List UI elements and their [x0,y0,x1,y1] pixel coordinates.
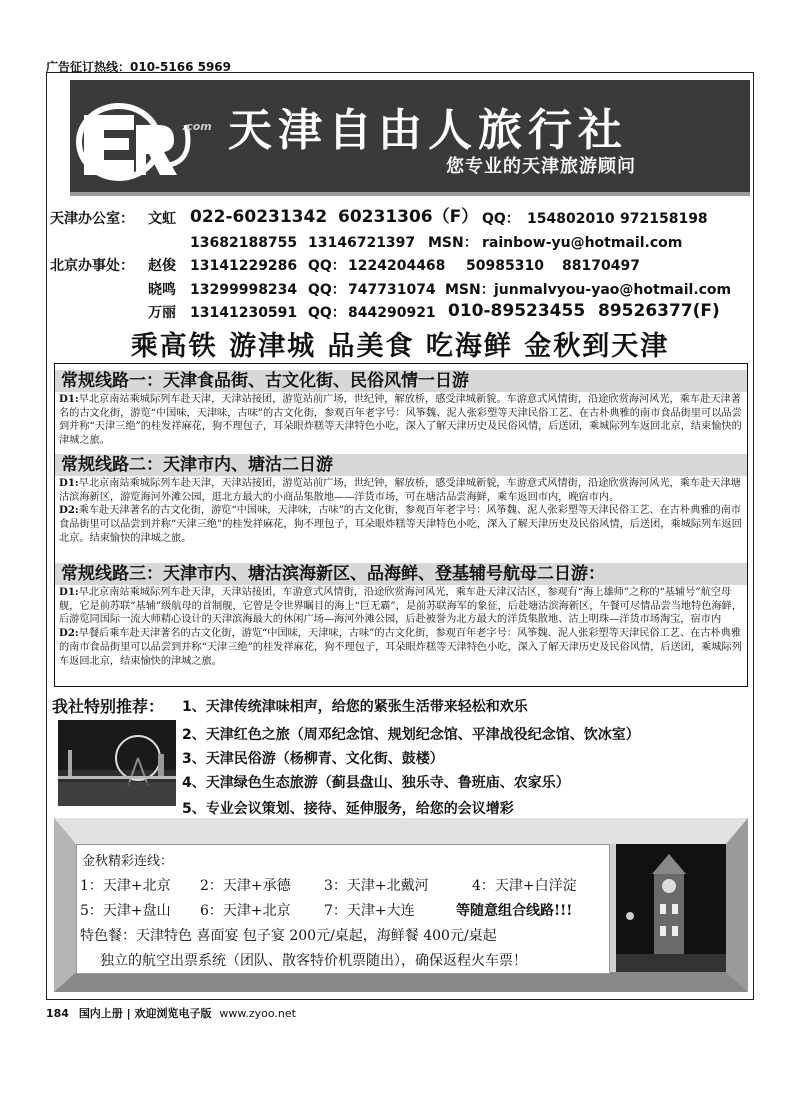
agency-logo-icon [74,90,224,190]
day-text: 早北京南站乘城际列车赴天津，天津站接团，游览站前广场，世纪钟，解放桥，感受津城新貌。车游意式风情街，沿途欣赏海河风光，乘车赴天津著名的古文化街，游览“中国味，天津味，古味”的古文化街，参观百年老字号：风筝魏、泥人张彩塑等天津民俗工艺、在古朴典雅的南市食品街里可以品尝到并称“天津三绝”的桂发祥麻花，狗不理包子，耳朵眼炸糕等天津特色小吃，深入了解天津历史及民俗风情，后送团，乘城际列车返回北京，结束愉快的津城之旅。 [59,394,742,447]
contact-row [50,279,750,303]
bj-p2-msn-label: MSN： [445,281,495,298]
route-title: 常规线路一：天津食品街、古文化街、民俗风情一日游 [55,370,747,392]
agency-name: 天津自由人旅行社 [228,105,628,156]
day-text: 早餐后乘车赴天津著名的古文化街，游览“中国味，天津味，古味”的古文化街，参观百年老字号：风筝魏、泥人张彩塑等天津民俗工艺、在古朴典雅的南市食品街里可以品尝到并称“天津三绝”的桂发祥麻花，狗不理包子，耳朵眼炸糕等天津特色小吃，深入了解天津历史及民俗风情，后送团，乘城际列车返回北京，结束愉快的津城之旅。 [59,628,742,667]
day-text: 早北京南站乘城际列车赴天津，天津站接团，车游意式风情街，沿途欣赏海河风光，乘车赴天津汉沽区，参观有“海上雄师”之称的“基辅号”航空母舰，它是前苏联“基辅”级航母的首制舰，它曾是令世界瞩目的海上“巨无霸”，是前苏联海军的象征，后赴塘沽滨海新区，午餐可尽情品尝当地特色海鲜，后游览同国际一流大师精心设计的天津滨海最大的休闲广场—海河外滩公园，后赴被誉为北方最大的洋货集散地、沽上明珠—洋货市场淘宝，宿市内 [59,587,743,626]
promo-headline: 乘高铁 游津城 品美食 吃海鲜 金秋到天津 [130,331,670,362]
contact-row [50,255,750,279]
routes-box [54,363,748,687]
footer-slogan: 欢迎浏览电子版 [134,1007,212,1020]
recommend-item: 2、天津红色之旅（周邓纪念馆、规划纪念馆、平津战役纪念馆、饮冰室） [182,727,640,743]
day-label: D2: [59,627,79,640]
route-day [59,504,743,545]
banner-strip [70,192,750,196]
bj-p1-mobile: 13141229286 [190,258,298,274]
route-title: 常规线路二：天津市内、塘沽二日游 [55,454,747,476]
golden-route: 4：天津+白洋淀 [472,878,577,894]
bj-office-label: 北京办事处： [50,258,134,274]
tj-qq1: 154802010 [527,211,615,227]
route-text [59,477,743,546]
ferris-wheel-photo [58,720,176,806]
contact-block [50,208,750,326]
tj-qq2: 972158198 [620,211,708,227]
bj-person2: 晓鸣 [148,281,176,298]
agency-slogan: 您专业的天津旅游顾问 [446,156,636,177]
footer-divider: | [126,1007,135,1020]
bj-p2-mobile: 13299998234 [190,281,298,298]
tj-msn: rainbow-yu@hotmail.com [482,234,683,251]
golden-route: 5：天津+盘山 [80,903,171,919]
day-label: D1: [59,586,79,598]
bj-p1-qq3: 88170497 [562,258,640,274]
recommend-item: 1、天津传统津味相声，给您的紧张生活带来轻松和欢乐 [182,699,528,715]
day-label: D1: [59,393,79,405]
route-day [59,477,743,504]
tj-office-label: 天津办公室： [50,211,134,227]
page-footer [46,1005,296,1021]
golden-route: 6：天津+北京 [200,903,291,919]
tj-qq-label: QQ： [482,211,520,227]
logo-dotcom: .com [182,120,212,133]
recommend-item: 3、天津民俗游（杨柳青、文化街、鼓楼） [182,751,444,767]
bj-p1-qq1: 1224204468 [348,258,446,274]
bj-person3: 万丽 [148,305,176,321]
golden-route: 3：天津+北戴河 [324,878,429,894]
contact-row [50,302,750,326]
tj-mobile2: 13146721397 [308,234,416,251]
ad-hotline: 广告征订热线：010-5166 5969 [46,60,232,74]
recommend-item: 4、天津绿色生态旅游（蓟县盘山、独乐寺、鲁班庙、农家乐） [182,775,570,791]
route-day [59,586,743,627]
page-number: 184 [46,1007,69,1020]
golden-route: 1：天津+北京 [80,878,171,894]
day-text: 乘车赴天津著名的古文化街，游览“中国味，天津味，古味”的古文化街，参观百年老字号：风筝魏、泥人张彩塑等天津民俗工艺、在古朴典雅的南市食品街里可以品尝到并称“天津三绝”的桂发祥麻花，狗不理包子，耳朵眼炸糕等天津特色小吃，深入了解天津历史及民俗风情，后送团，乘城际列车返回北京。结束愉快的津城之旅。 [59,505,742,544]
tj-phone2: 60231306（F） [338,207,479,227]
footer-site-link[interactable]: www.zyoo.net [219,1007,296,1020]
golden-meals: 特色餐：天津特色 喜面宴 包子宴 200元/桌起，海鲜餐 400元/桌起 [80,928,497,944]
tj-mobile1: 13682188755 [190,234,298,251]
bj-p3-mobile: 13141230591 [190,305,298,321]
bj-p2-qq-label: QQ： [308,281,346,298]
bj-p2-qq: 747731074 [348,281,436,298]
bj-p3-qq-label: QQ： [308,305,346,321]
tj-phone1: 022-60231342 [190,207,328,227]
golden-title: 金秋精彩连线： [82,854,174,869]
golden-ticket: 独立的航空出票系统（团队、散客特价机票随出），确保返程火车票！ [100,953,527,969]
day-label: D1: [59,477,79,489]
footer-section: 国内上册 [78,1007,123,1020]
route-title: 常规线路三：天津市内、塘沽滨海新区、品海鲜、登基辅号航母二日游： [55,563,747,585]
bj-p1-qq2: 50985310 [466,258,544,274]
route-text [59,586,743,668]
bj-p1-qq-label: QQ： [308,258,346,274]
bj-p3-phone1: 010-89523455 [448,301,586,321]
bj-p3-qq: 844290921 [348,305,436,321]
day-label: D2: [59,504,79,517]
bj-p3-phone2: 89526377(F) [598,301,720,321]
tj-msn-label: MSN： [428,234,478,251]
golden-combo-note: 等随意组合线路!!! [456,903,573,919]
contact-row [50,208,750,232]
tj-person: 文虹 [148,211,176,227]
route-day [59,393,743,448]
recommend-item: 5、专业会议策划、接待、延伸服务，给您的会议增彩 [182,801,514,817]
recommend-title: 我社特别推荐： [52,697,165,716]
bj-person1: 赵俊 [148,258,176,274]
route-day [59,627,743,668]
bj-p2-msn: junmalvyou-yao@hotmail.com [494,281,732,298]
golden-route: 7：天津+大连 [324,903,415,919]
golden-route: 2：天津+承德 [200,878,291,894]
clock-tower-photo [616,844,726,972]
contact-row [50,232,750,256]
route-text [59,393,743,448]
day-text: 早北京南站乘城际列车赴天津，天津站接团，游览站前广场，世纪钟，解放桥，感受津城新貌，车游意式风情街，沿途欣赏海河风光，乘车赴天津塘沽滨海新区，游览海河外滩公园，逛北方最大的小商品集散地——洋货市场，可在塘沽品尝海鲜，乘车返回市内，晚宿市内。 [59,478,741,503]
